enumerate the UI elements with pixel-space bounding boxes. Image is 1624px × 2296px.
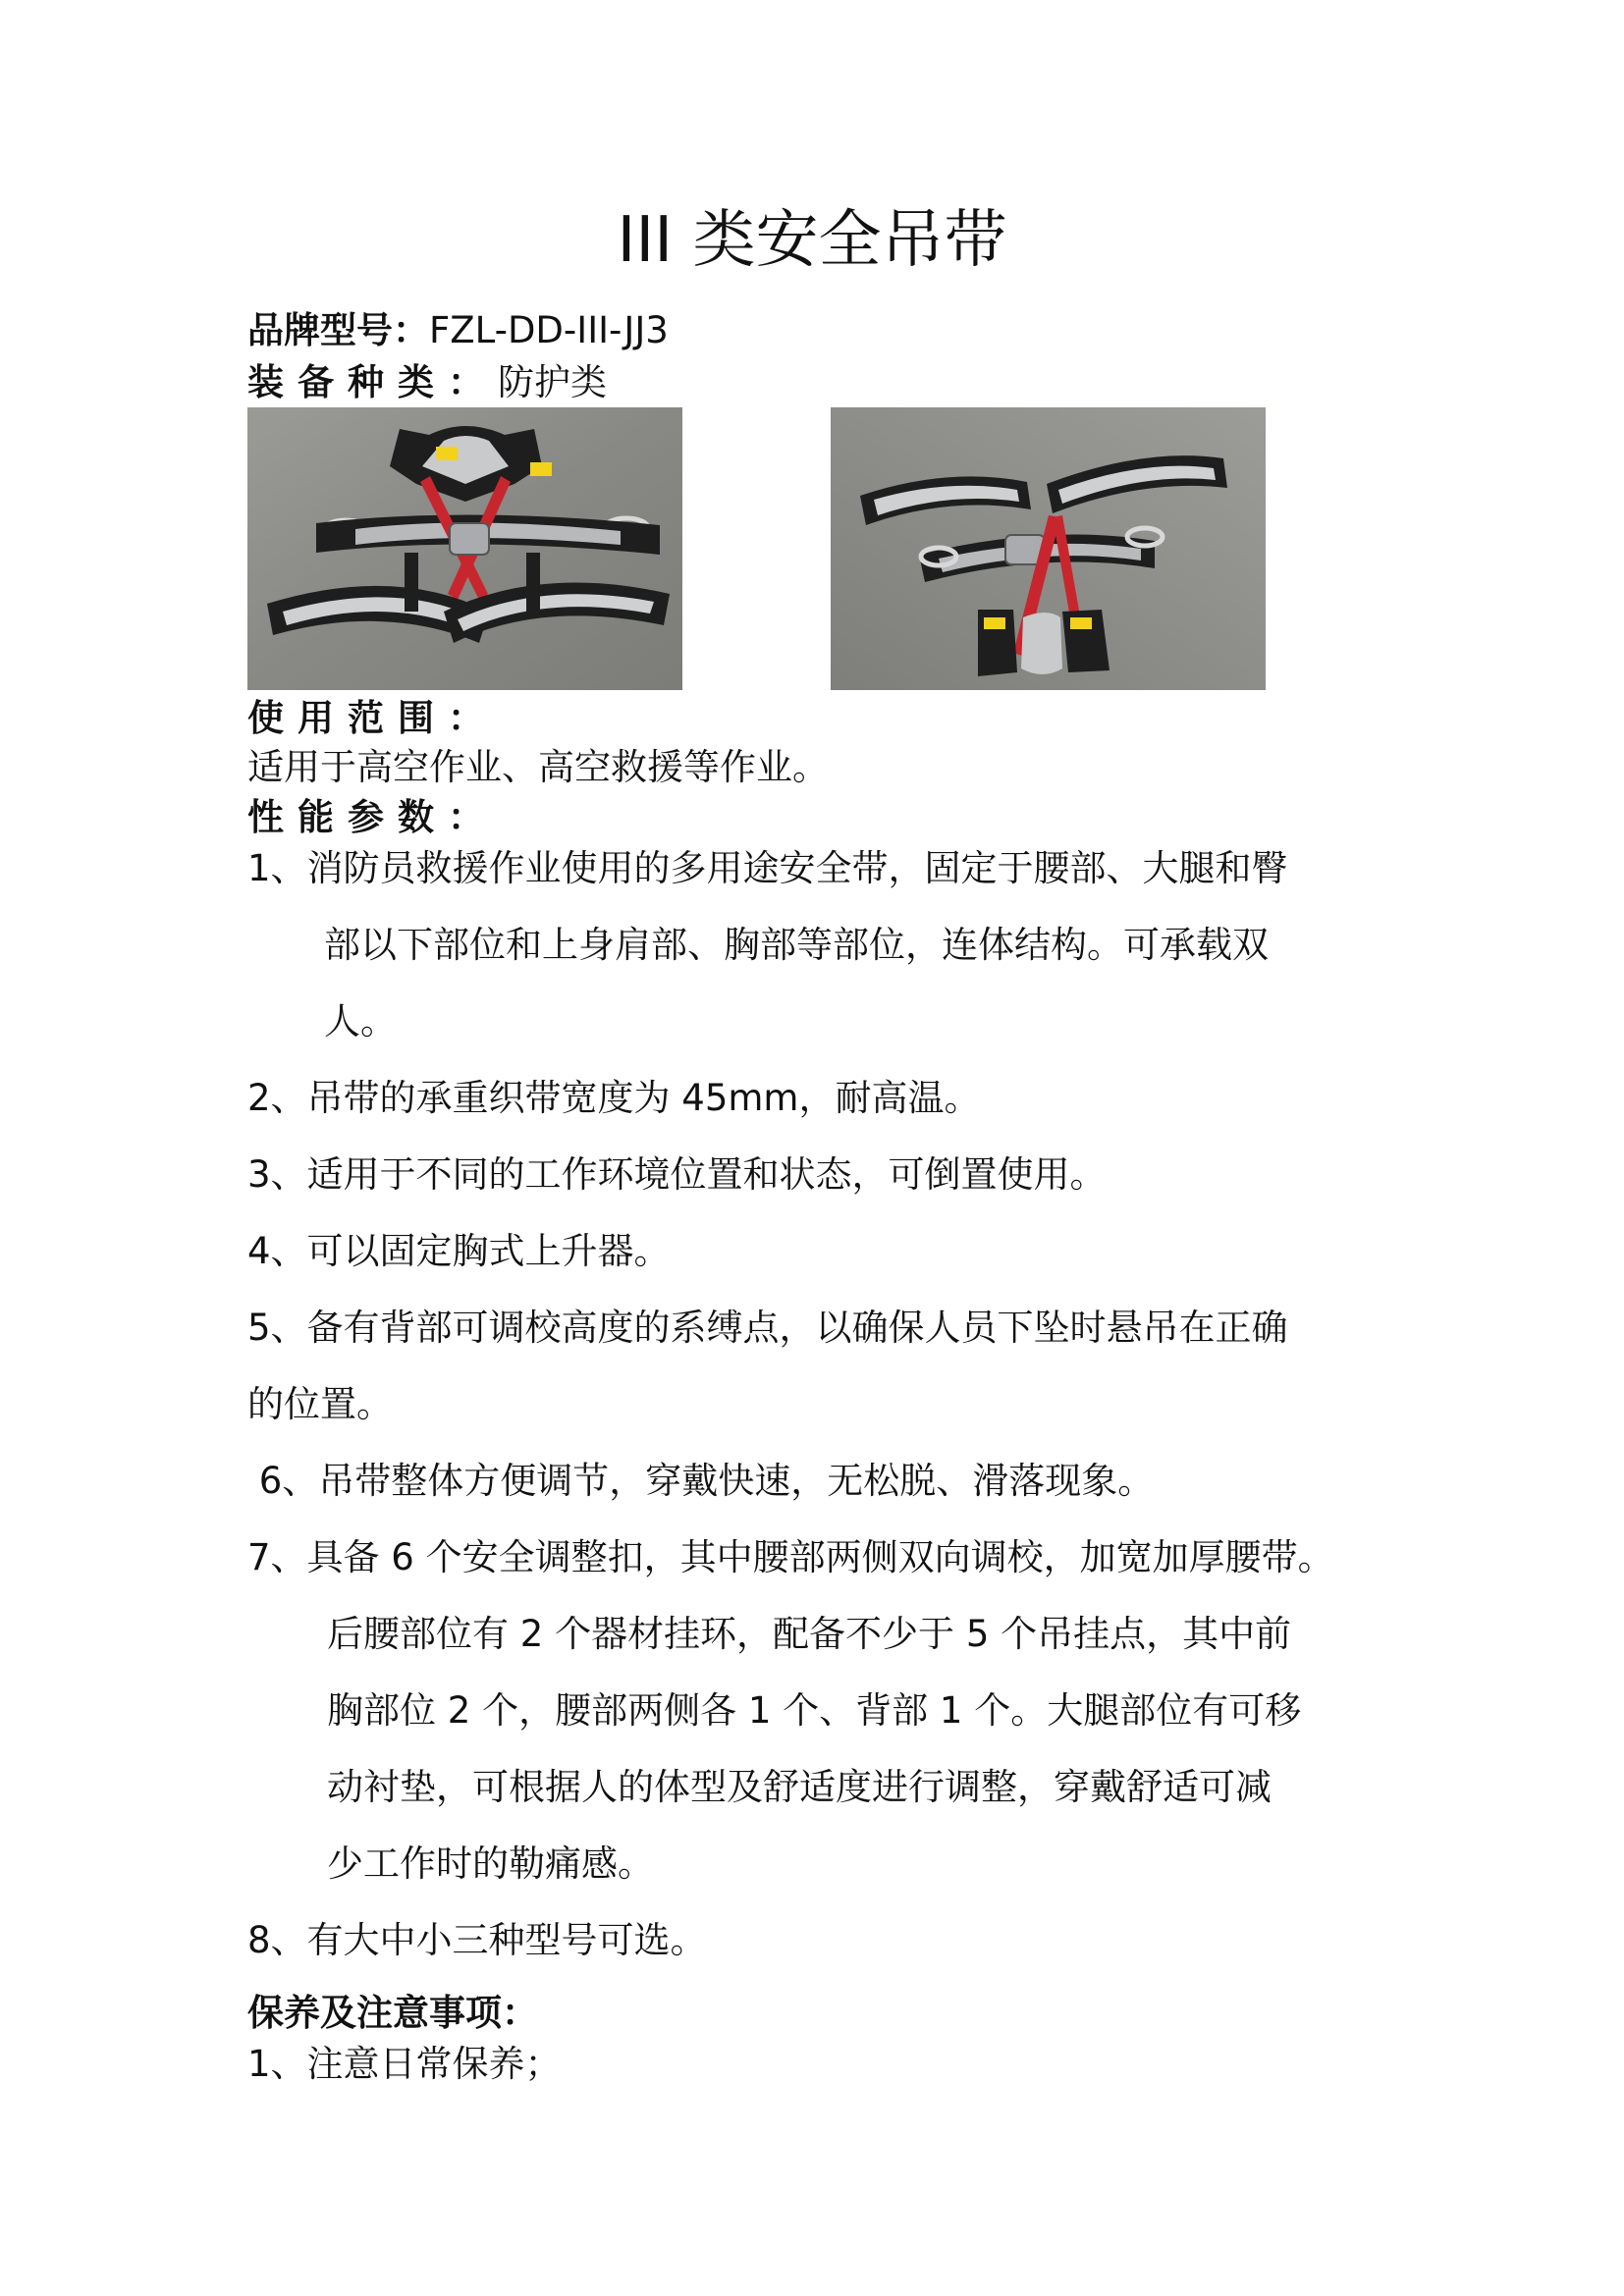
page-title: III 类安全吊带 [617,204,1007,277]
equipment-type-label: 装备种类： [247,361,498,403]
equipment-type-row [247,358,607,407]
perf-line-9: 6、吊带整体方便调节，穿戴快速，无松脱、滑落现象。 [247,1460,1155,1502]
model-row [247,306,669,355]
perf-line-3: 人。 [324,1000,397,1042]
usage-text: 适用于高空作业、高空救援等作业。 [247,746,829,788]
perf-line-1: 1、消防员救援作业使用的多用途安全带，固定于腰部、大腿和臀 [247,847,1288,889]
perf-line-4: 2、吊带的承重织带宽度为 45mm，耐高温。 [247,1077,981,1119]
maintenance-heading [247,1989,538,2038]
perf-line-8: 的位置。 [247,1383,393,1425]
perf-line-11: 后腰部位有 2 个器材挂环，配备不少于 5 个吊挂点，其中前 [327,1613,1292,1655]
harness-back-illustration [831,407,1266,690]
model-label: 品牌型号： [247,309,429,351]
usage-heading-text: 使用范围： [247,697,498,739]
perf-line-7: 5、备有背部可调校高度的系缚点，以确保人员下坠时悬吊在正确 [247,1307,1288,1349]
perf-line-12: 胸部位 2 个，腰部两侧各 1 个、背部 1 个。大腿部位有可移 [327,1689,1302,1732]
model-value: FZL-DD-III-JJ3 [429,309,669,351]
harness-photo-back [831,407,1266,690]
perf-line-14: 少工作时的勒痛感。 [327,1842,654,1885]
perf-line-5: 3、适用于不同的工作环境位置和状态，可倒置使用。 [247,1153,1107,1196]
equipment-type-value: 防护类 [498,361,607,403]
perf-line-6: 4、可以固定胸式上升器。 [247,1230,671,1272]
harness-photo-front [247,407,682,690]
perf-line-2: 部以下部位和上身肩部、胸部等部位，连体结构。可承载双 [324,924,1269,966]
perf-line-15: 8、有大中小三种型号可选。 [247,1919,707,1961]
harness-front-illustration [247,407,682,690]
maintenance-line-1: 1、注意日常保养； [247,2043,562,2085]
usage-heading [247,694,498,743]
performance-heading-text: 性能参数： [247,796,498,838]
maintenance-heading-text: 保养及注意事项： [247,1992,538,2034]
perf-line-10: 7、具备 6 个安全调整扣，其中腰部两侧双向调校，加宽加厚腰带。 [247,1536,1334,1578]
perf-line-13: 动衬垫，可根据人的体型及舒适度进行调整，穿戴舒适可减 [327,1766,1272,1808]
